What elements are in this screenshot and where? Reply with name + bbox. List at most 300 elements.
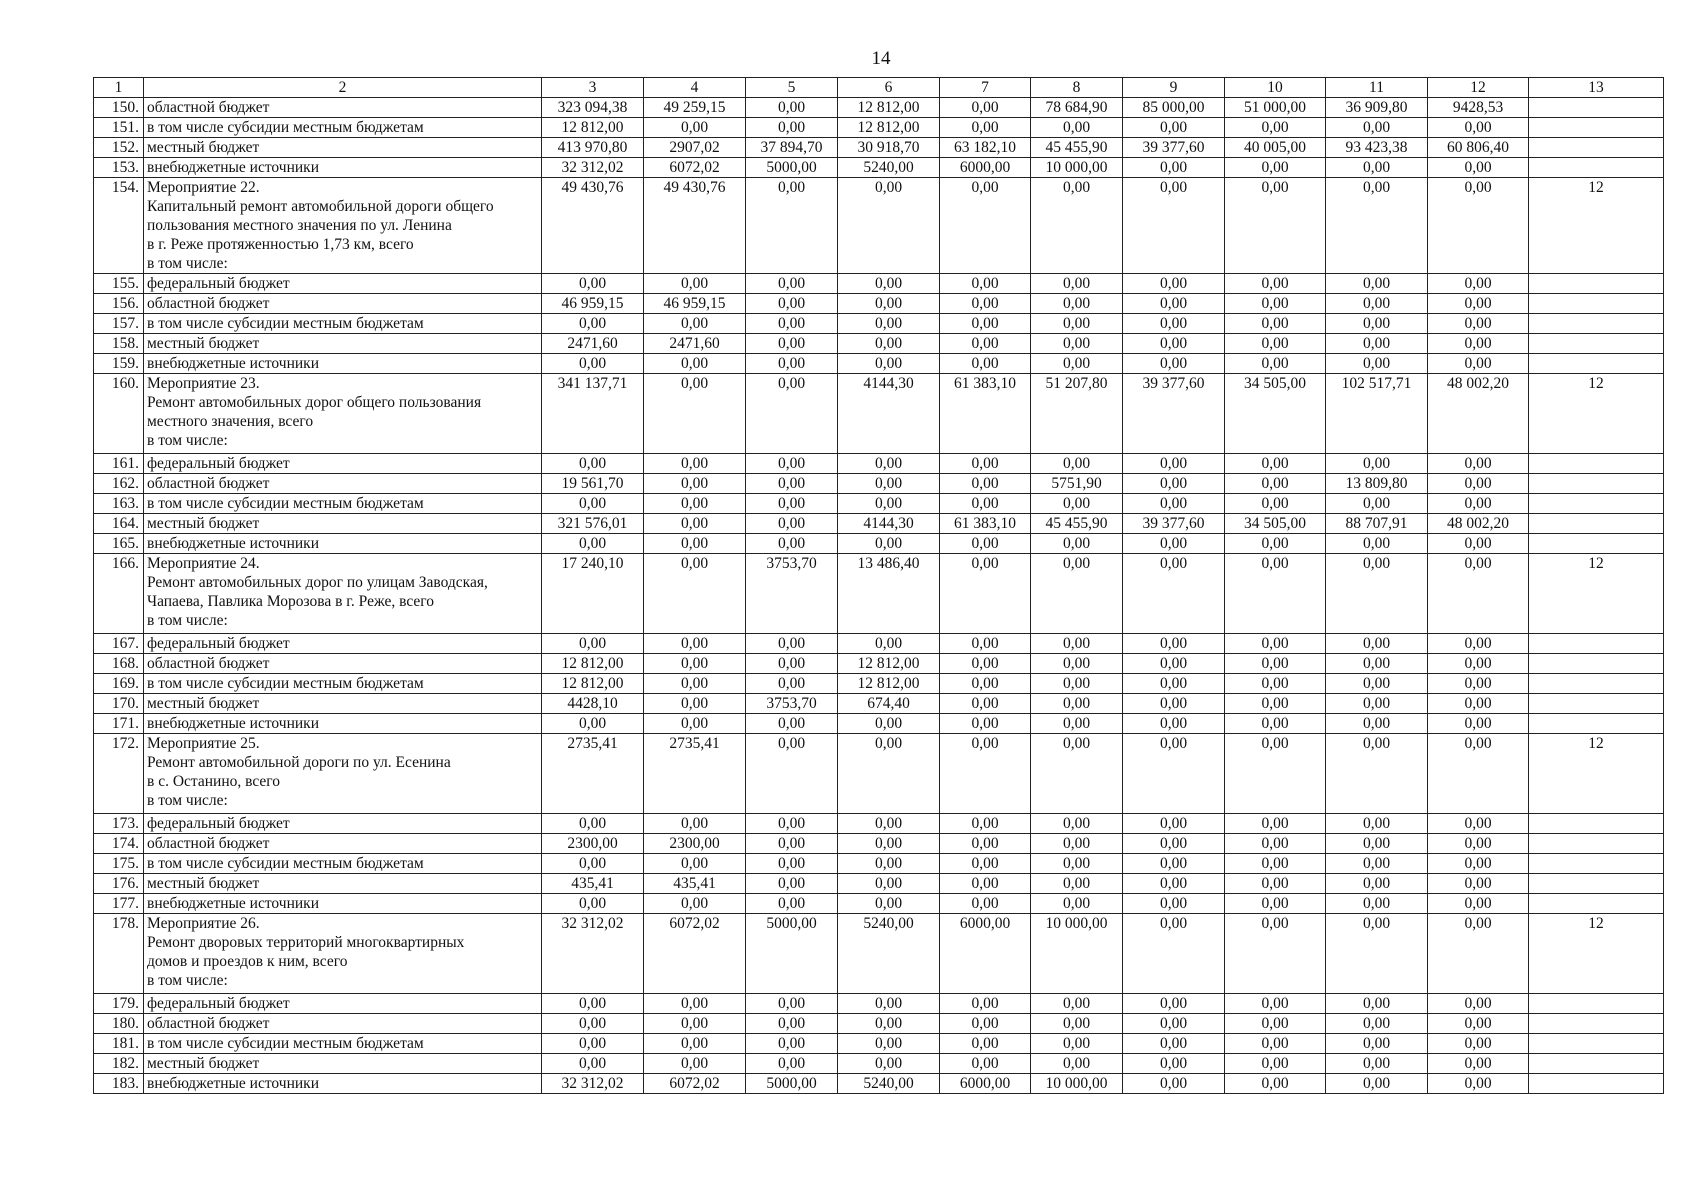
row-number: 150. bbox=[94, 98, 144, 118]
row-name bbox=[144, 734, 542, 814]
row-name-line: местный бюджет bbox=[147, 515, 260, 532]
value-cell: 0,00 bbox=[746, 294, 838, 314]
value-cell: 0,00 bbox=[746, 118, 838, 138]
value-cell: 0,00 bbox=[1428, 1054, 1529, 1074]
row-name bbox=[144, 454, 542, 474]
value-cell: 0,00 bbox=[1123, 274, 1225, 294]
value-cell: 40 005,00 bbox=[1225, 138, 1326, 158]
value-cell: 2471,60 bbox=[542, 334, 644, 354]
table-row bbox=[94, 334, 1664, 354]
value-cell: 0,00 bbox=[838, 334, 940, 354]
value-cell: 0,00 bbox=[644, 894, 746, 914]
table-row bbox=[94, 634, 1664, 654]
table-row bbox=[94, 554, 1664, 634]
row-number: 172. bbox=[94, 734, 144, 814]
row-number: 173. bbox=[94, 814, 144, 834]
row-name-line: в том числе субсидии местным бюджетам bbox=[147, 119, 424, 136]
value-cell: 435,41 bbox=[542, 874, 644, 894]
value-cell: 0,00 bbox=[1225, 1034, 1326, 1054]
value-cell: 0,00 bbox=[746, 834, 838, 854]
value-cell: 0,00 bbox=[746, 994, 838, 1014]
row-name-line: в том числе: bbox=[147, 972, 228, 989]
value-cell: 0,00 bbox=[746, 714, 838, 734]
value-cell: 0,00 bbox=[1031, 454, 1123, 474]
value-cell: 0,00 bbox=[746, 354, 838, 374]
value-cell: 5000,00 bbox=[746, 914, 838, 994]
value-cell: 0,00 bbox=[940, 474, 1031, 494]
row-number: 154. bbox=[94, 178, 144, 274]
row-name-line: в том числе субсидии местным бюджетам bbox=[147, 1035, 424, 1052]
value-cell: 0,00 bbox=[940, 314, 1031, 334]
target-indicator-cell bbox=[1529, 674, 1664, 694]
column-header: 6 bbox=[838, 78, 940, 98]
value-cell: 0,00 bbox=[1326, 314, 1428, 334]
value-cell: 0,00 bbox=[1428, 454, 1529, 474]
value-cell: 49 259,15 bbox=[644, 98, 746, 118]
value-cell: 6000,00 bbox=[940, 158, 1031, 178]
target-indicator-cell bbox=[1529, 138, 1664, 158]
value-cell: 0,00 bbox=[1225, 354, 1326, 374]
table-row bbox=[94, 354, 1664, 374]
table-row bbox=[94, 158, 1664, 178]
value-cell: 0,00 bbox=[1326, 994, 1428, 1014]
value-cell: 36 909,80 bbox=[1326, 98, 1428, 118]
value-cell: 0,00 bbox=[542, 994, 644, 1014]
value-cell: 0,00 bbox=[1123, 178, 1225, 274]
value-cell: 0,00 bbox=[1123, 734, 1225, 814]
value-cell: 0,00 bbox=[1326, 294, 1428, 314]
value-cell: 0,00 bbox=[940, 274, 1031, 294]
value-cell: 0,00 bbox=[1428, 158, 1529, 178]
value-cell: 88 707,91 bbox=[1326, 514, 1428, 534]
row-name-line: местный бюджет bbox=[147, 695, 260, 712]
row-number: 156. bbox=[94, 294, 144, 314]
column-header: 13 bbox=[1529, 78, 1664, 98]
table-row bbox=[94, 1014, 1664, 1034]
value-cell: 0,00 bbox=[838, 634, 940, 654]
value-cell: 6072,02 bbox=[644, 1074, 746, 1094]
table-row bbox=[94, 1074, 1664, 1094]
value-cell: 0,00 bbox=[1031, 854, 1123, 874]
value-cell: 0,00 bbox=[838, 354, 940, 374]
value-cell: 0,00 bbox=[1225, 334, 1326, 354]
value-cell: 0,00 bbox=[1326, 654, 1428, 674]
value-cell: 0,00 bbox=[1031, 294, 1123, 314]
value-cell: 0,00 bbox=[746, 634, 838, 654]
value-cell: 674,40 bbox=[838, 694, 940, 714]
value-cell: 0,00 bbox=[1225, 294, 1326, 314]
value-cell: 0,00 bbox=[940, 1014, 1031, 1034]
value-cell: 0,00 bbox=[644, 1034, 746, 1054]
value-cell: 48 002,20 bbox=[1428, 514, 1529, 534]
value-cell: 0,00 bbox=[542, 814, 644, 834]
value-cell: 0,00 bbox=[940, 294, 1031, 314]
value-cell: 12 812,00 bbox=[542, 118, 644, 138]
value-cell: 0,00 bbox=[838, 814, 940, 834]
target-indicator-cell bbox=[1529, 1074, 1664, 1094]
column-header: 2 bbox=[144, 78, 542, 98]
value-cell: 0,00 bbox=[746, 494, 838, 514]
value-cell: 46 959,15 bbox=[542, 294, 644, 314]
value-cell: 0,00 bbox=[1326, 894, 1428, 914]
row-name bbox=[144, 334, 542, 354]
value-cell: 0,00 bbox=[1428, 274, 1529, 294]
table-row bbox=[94, 994, 1664, 1014]
value-cell: 0,00 bbox=[1031, 634, 1123, 654]
table-row bbox=[94, 314, 1664, 334]
row-name-line: Мероприятие 22. bbox=[147, 179, 260, 196]
value-cell: 0,00 bbox=[644, 118, 746, 138]
value-cell: 0,00 bbox=[1225, 734, 1326, 814]
value-cell: 2735,41 bbox=[644, 734, 746, 814]
value-cell: 0,00 bbox=[940, 994, 1031, 1014]
value-cell: 0,00 bbox=[1326, 118, 1428, 138]
column-header: 1 bbox=[94, 78, 144, 98]
value-cell: 0,00 bbox=[1123, 994, 1225, 1014]
value-cell: 0,00 bbox=[1123, 158, 1225, 178]
value-cell: 0,00 bbox=[1225, 714, 1326, 734]
row-name bbox=[144, 534, 542, 554]
row-name bbox=[144, 354, 542, 374]
value-cell: 0,00 bbox=[940, 834, 1031, 854]
value-cell: 0,00 bbox=[838, 874, 940, 894]
row-name-line: местный бюджет bbox=[147, 1055, 260, 1072]
value-cell: 0,00 bbox=[1428, 854, 1529, 874]
row-number: 153. bbox=[94, 158, 144, 178]
row-number: 167. bbox=[94, 634, 144, 654]
table-row bbox=[94, 1054, 1664, 1074]
value-cell: 0,00 bbox=[1225, 1074, 1326, 1094]
row-name-line: Ремонт автомобильной дороги по ул. Есенина bbox=[147, 754, 451, 771]
row-number: 157. bbox=[94, 314, 144, 334]
value-cell: 0,00 bbox=[838, 178, 940, 274]
value-cell: 0,00 bbox=[1123, 814, 1225, 834]
value-cell: 0,00 bbox=[940, 118, 1031, 138]
row-number: 165. bbox=[94, 534, 144, 554]
value-cell: 0,00 bbox=[1031, 334, 1123, 354]
row-name bbox=[144, 1074, 542, 1094]
value-cell: 0,00 bbox=[940, 674, 1031, 694]
row-name-line: в том числе: bbox=[147, 612, 228, 629]
value-cell: 0,00 bbox=[1031, 674, 1123, 694]
value-cell: 0,00 bbox=[1428, 118, 1529, 138]
row-name-line: Мероприятие 23. bbox=[147, 375, 260, 392]
table-row bbox=[94, 894, 1664, 914]
row-number: 169. bbox=[94, 674, 144, 694]
value-cell: 0,00 bbox=[1123, 894, 1225, 914]
target-indicator-cell bbox=[1529, 334, 1664, 354]
row-name-line: в том числе: bbox=[147, 432, 228, 449]
value-cell: 0,00 bbox=[1123, 474, 1225, 494]
target-indicator-cell bbox=[1529, 1014, 1664, 1034]
row-number: 178. bbox=[94, 914, 144, 994]
value-cell: 0,00 bbox=[940, 874, 1031, 894]
row-name-line: областной бюджет bbox=[147, 475, 270, 492]
column-header: 3 bbox=[542, 78, 644, 98]
value-cell: 0,00 bbox=[1428, 354, 1529, 374]
page-number: 14 bbox=[871, 48, 891, 69]
value-cell: 0,00 bbox=[746, 874, 838, 894]
row-name bbox=[144, 874, 542, 894]
table-row bbox=[94, 494, 1664, 514]
row-name-line: Мероприятие 26. bbox=[147, 915, 260, 932]
row-name bbox=[144, 1054, 542, 1074]
row-number: 177. bbox=[94, 894, 144, 914]
table-row bbox=[94, 274, 1664, 294]
value-cell: 0,00 bbox=[1123, 674, 1225, 694]
row-name-line: в том числе: bbox=[147, 255, 228, 272]
value-cell: 0,00 bbox=[1031, 554, 1123, 634]
target-indicator-cell: 12 bbox=[1529, 554, 1664, 634]
value-cell: 0,00 bbox=[1428, 634, 1529, 654]
value-cell: 0,00 bbox=[1428, 874, 1529, 894]
value-cell: 0,00 bbox=[1123, 1074, 1225, 1094]
value-cell: 0,00 bbox=[1225, 694, 1326, 714]
value-cell: 0,00 bbox=[644, 314, 746, 334]
row-name-line: домов и проездов к ним, всего bbox=[147, 953, 348, 970]
table-row bbox=[94, 854, 1664, 874]
value-cell: 0,00 bbox=[1326, 1034, 1428, 1054]
row-name-line: Ремонт автомобильных дорог по улицам Заводская, bbox=[147, 574, 488, 591]
value-cell: 0,00 bbox=[940, 814, 1031, 834]
value-cell: 0,00 bbox=[1123, 654, 1225, 674]
row-number: 159. bbox=[94, 354, 144, 374]
value-cell: 39 377,60 bbox=[1123, 514, 1225, 534]
row-number: 180. bbox=[94, 1014, 144, 1034]
row-name-line: пользования местного значения по ул. Ленина bbox=[147, 217, 452, 234]
target-indicator-cell bbox=[1529, 654, 1664, 674]
value-cell: 0,00 bbox=[1428, 294, 1529, 314]
value-cell: 0,00 bbox=[542, 494, 644, 514]
value-cell: 0,00 bbox=[1326, 1074, 1428, 1094]
column-header: 12 bbox=[1428, 78, 1529, 98]
value-cell: 5240,00 bbox=[838, 914, 940, 994]
value-cell: 0,00 bbox=[1326, 834, 1428, 854]
value-cell: 0,00 bbox=[838, 834, 940, 854]
value-cell: 13 486,40 bbox=[838, 554, 940, 634]
value-cell: 0,00 bbox=[1123, 534, 1225, 554]
row-name bbox=[144, 178, 542, 274]
value-cell: 0,00 bbox=[644, 854, 746, 874]
value-cell: 0,00 bbox=[746, 894, 838, 914]
value-cell: 45 455,90 bbox=[1031, 138, 1123, 158]
table-row bbox=[94, 534, 1664, 554]
table-row bbox=[94, 98, 1664, 118]
table-row bbox=[94, 694, 1664, 714]
value-cell: 0,00 bbox=[940, 854, 1031, 874]
row-name-line: в с. Останино, всего bbox=[147, 773, 281, 790]
row-name-line: областной бюджет bbox=[147, 655, 270, 672]
value-cell: 0,00 bbox=[644, 474, 746, 494]
value-cell: 0,00 bbox=[746, 1034, 838, 1054]
target-indicator-cell bbox=[1529, 514, 1664, 534]
value-cell: 45 455,90 bbox=[1031, 514, 1123, 534]
value-cell: 5000,00 bbox=[746, 158, 838, 178]
value-cell: 0,00 bbox=[1428, 334, 1529, 354]
value-cell: 102 517,71 bbox=[1326, 374, 1428, 454]
value-cell: 0,00 bbox=[1428, 474, 1529, 494]
value-cell: 0,00 bbox=[1031, 814, 1123, 834]
value-cell: 0,00 bbox=[1031, 834, 1123, 854]
value-cell: 0,00 bbox=[644, 554, 746, 634]
value-cell: 6000,00 bbox=[940, 1074, 1031, 1094]
target-indicator-cell bbox=[1529, 894, 1664, 914]
value-cell: 0,00 bbox=[1326, 694, 1428, 714]
target-indicator-cell: 12 bbox=[1529, 374, 1664, 454]
value-cell: 0,00 bbox=[746, 374, 838, 454]
column-header: 7 bbox=[940, 78, 1031, 98]
table-row bbox=[94, 874, 1664, 894]
target-indicator-cell bbox=[1529, 294, 1664, 314]
value-cell: 0,00 bbox=[1031, 714, 1123, 734]
value-cell: 61 383,10 bbox=[940, 514, 1031, 534]
row-number: 161. bbox=[94, 454, 144, 474]
value-cell: 5240,00 bbox=[838, 158, 940, 178]
value-cell: 32 312,02 bbox=[542, 914, 644, 994]
value-cell: 0,00 bbox=[1031, 494, 1123, 514]
table-row bbox=[94, 514, 1664, 534]
column-header: 4 bbox=[644, 78, 746, 98]
value-cell: 0,00 bbox=[1428, 534, 1529, 554]
row-name-line: местный бюджет bbox=[147, 335, 260, 352]
table-row bbox=[94, 814, 1664, 834]
value-cell: 0,00 bbox=[940, 714, 1031, 734]
row-name-line: внебюджетные источники bbox=[147, 355, 319, 372]
value-cell: 0,00 bbox=[542, 534, 644, 554]
row-name-line: местный бюджет bbox=[147, 139, 260, 156]
row-name-line: Ремонт автомобильных дорог общего пользования bbox=[147, 394, 482, 411]
value-cell: 34 505,00 bbox=[1225, 374, 1326, 454]
value-cell: 0,00 bbox=[1225, 814, 1326, 834]
value-cell: 48 002,20 bbox=[1428, 374, 1529, 454]
value-cell: 0,00 bbox=[1031, 178, 1123, 274]
value-cell: 0,00 bbox=[644, 654, 746, 674]
value-cell: 0,00 bbox=[1225, 158, 1326, 178]
value-cell: 0,00 bbox=[838, 454, 940, 474]
row-number: 158. bbox=[94, 334, 144, 354]
value-cell: 0,00 bbox=[746, 854, 838, 874]
table-row bbox=[94, 734, 1664, 814]
value-cell: 0,00 bbox=[1225, 914, 1326, 994]
row-name bbox=[144, 554, 542, 634]
row-name-line: внебюджетные источники bbox=[147, 159, 319, 176]
row-name bbox=[144, 814, 542, 834]
target-indicator-cell bbox=[1529, 634, 1664, 654]
value-cell: 0,00 bbox=[746, 334, 838, 354]
target-indicator-cell bbox=[1529, 1054, 1664, 1074]
value-cell: 0,00 bbox=[746, 454, 838, 474]
value-cell: 0,00 bbox=[940, 494, 1031, 514]
value-cell: 0,00 bbox=[838, 314, 940, 334]
value-cell: 5751,90 bbox=[1031, 474, 1123, 494]
value-cell: 0,00 bbox=[1225, 118, 1326, 138]
row-name-line: местный бюджет bbox=[147, 875, 260, 892]
value-cell: 49 430,76 bbox=[644, 178, 746, 274]
row-name bbox=[144, 118, 542, 138]
value-cell: 63 182,10 bbox=[940, 138, 1031, 158]
value-cell: 0,00 bbox=[1326, 1054, 1428, 1074]
value-cell: 0,00 bbox=[1031, 534, 1123, 554]
value-cell: 6072,02 bbox=[644, 158, 746, 178]
value-cell: 0,00 bbox=[838, 854, 940, 874]
row-name-line: в том числе: bbox=[147, 792, 228, 809]
value-cell: 0,00 bbox=[940, 734, 1031, 814]
value-cell: 49 430,76 bbox=[542, 178, 644, 274]
value-cell: 0,00 bbox=[1428, 714, 1529, 734]
value-cell: 0,00 bbox=[746, 274, 838, 294]
value-cell: 413 970,80 bbox=[542, 138, 644, 158]
value-cell: 6000,00 bbox=[940, 914, 1031, 994]
value-cell: 0,00 bbox=[1326, 354, 1428, 374]
value-cell: 51 000,00 bbox=[1225, 98, 1326, 118]
value-cell: 0,00 bbox=[542, 354, 644, 374]
value-cell: 9428,53 bbox=[1428, 98, 1529, 118]
value-cell: 0,00 bbox=[1225, 1054, 1326, 1074]
row-name bbox=[144, 674, 542, 694]
row-name-line: внебюджетные источники bbox=[147, 895, 319, 912]
row-name bbox=[144, 374, 542, 454]
budget-table bbox=[93, 77, 1664, 1094]
row-name-line: Чапаева, Павлика Морозова в г. Реже, всего bbox=[147, 593, 434, 610]
value-cell: 0,00 bbox=[838, 474, 940, 494]
row-number: 168. bbox=[94, 654, 144, 674]
value-cell: 435,41 bbox=[644, 874, 746, 894]
row-name bbox=[144, 834, 542, 854]
row-name bbox=[144, 314, 542, 334]
value-cell: 0,00 bbox=[838, 894, 940, 914]
value-cell: 0,00 bbox=[542, 1014, 644, 1034]
value-cell: 0,00 bbox=[838, 1054, 940, 1074]
row-name-line: областной бюджет bbox=[147, 835, 270, 852]
target-indicator-cell bbox=[1529, 854, 1664, 874]
row-name bbox=[144, 1014, 542, 1034]
value-cell: 0,00 bbox=[1225, 554, 1326, 634]
row-name-line: Ремонт дворовых территорий многоквартирных bbox=[147, 934, 465, 951]
value-cell: 0,00 bbox=[1326, 914, 1428, 994]
value-cell: 51 207,80 bbox=[1031, 374, 1123, 454]
value-cell: 0,00 bbox=[1225, 994, 1326, 1014]
value-cell: 0,00 bbox=[1428, 1014, 1529, 1034]
value-cell: 0,00 bbox=[1031, 734, 1123, 814]
value-cell: 0,00 bbox=[1326, 854, 1428, 874]
value-cell: 2907,02 bbox=[644, 138, 746, 158]
target-indicator-cell bbox=[1529, 314, 1664, 334]
row-number: 179. bbox=[94, 994, 144, 1014]
row-name bbox=[144, 158, 542, 178]
value-cell: 0,00 bbox=[838, 534, 940, 554]
target-indicator-cell bbox=[1529, 118, 1664, 138]
value-cell: 0,00 bbox=[1428, 994, 1529, 1014]
column-header: 11 bbox=[1326, 78, 1428, 98]
value-cell: 0,00 bbox=[838, 1014, 940, 1034]
value-cell: 0,00 bbox=[1225, 1014, 1326, 1034]
value-cell: 0,00 bbox=[542, 1034, 644, 1054]
value-cell: 2735,41 bbox=[542, 734, 644, 814]
value-cell: 0,00 bbox=[1031, 694, 1123, 714]
row-name bbox=[144, 274, 542, 294]
value-cell: 0,00 bbox=[1225, 874, 1326, 894]
value-cell: 3753,70 bbox=[746, 694, 838, 714]
target-indicator-cell bbox=[1529, 354, 1664, 374]
value-cell: 0,00 bbox=[1031, 994, 1123, 1014]
value-cell: 46 959,15 bbox=[644, 294, 746, 314]
value-cell: 0,00 bbox=[1123, 1054, 1225, 1074]
value-cell: 0,00 bbox=[1225, 654, 1326, 674]
value-cell: 0,00 bbox=[746, 734, 838, 814]
value-cell: 341 137,71 bbox=[542, 374, 644, 454]
value-cell: 0,00 bbox=[1123, 1014, 1225, 1034]
value-cell: 0,00 bbox=[1428, 814, 1529, 834]
